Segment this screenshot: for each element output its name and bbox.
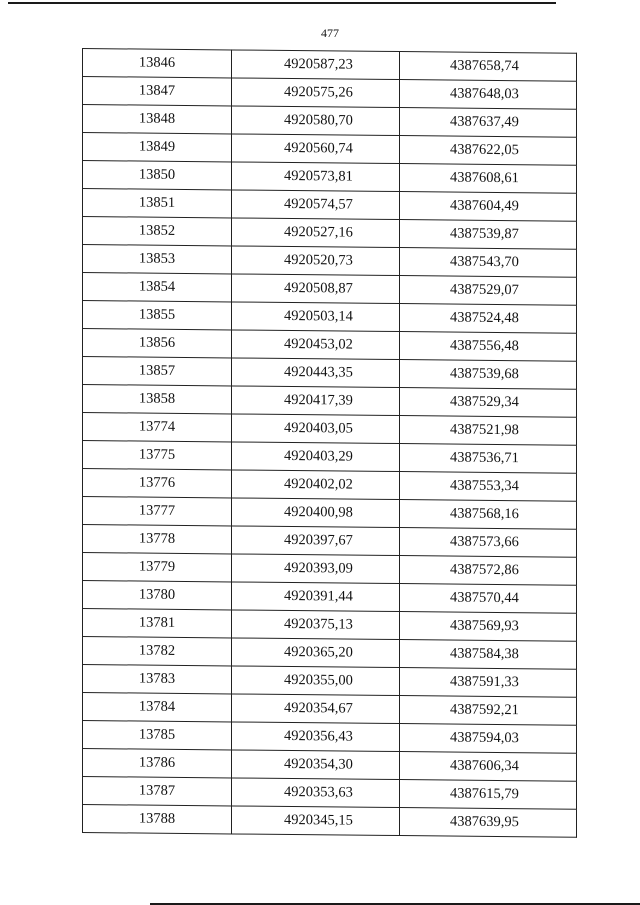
- y-coordinate-cell: 4387556,48: [400, 332, 577, 362]
- x-coordinate-cell: 4920417,39: [232, 386, 400, 416]
- point-number-cell: 13856: [83, 329, 232, 358]
- x-coordinate-cell: 4920560,74: [232, 134, 400, 164]
- top-scan-border: [8, 2, 556, 4]
- point-number-cell: 13774: [83, 413, 232, 442]
- point-number-cell: 13847: [83, 77, 232, 106]
- table-row: [83, 525, 577, 558]
- point-number-cell: 13852: [83, 217, 232, 246]
- y-coordinate-cell: 4387608,61: [400, 164, 577, 194]
- x-coordinate-cell: 4920573,81: [232, 162, 400, 192]
- x-coordinate-cell: 4920375,13: [232, 610, 400, 640]
- table-row: [83, 553, 577, 586]
- y-coordinate-cell: 4387568,16: [400, 500, 577, 530]
- table-row: [83, 469, 577, 502]
- point-number-cell: 13776: [83, 469, 232, 498]
- y-coordinate-cell: 4387570,44: [400, 584, 577, 614]
- y-coordinate-cell: 4387539,87: [400, 220, 577, 250]
- x-coordinate-cell: 4920402,02: [232, 470, 400, 500]
- x-coordinate-cell: 4920354,67: [232, 694, 400, 724]
- point-number-cell: 13851: [83, 189, 232, 218]
- y-coordinate-cell: 4387622,05: [400, 136, 577, 166]
- y-coordinate-cell: 4387592,21: [400, 696, 577, 726]
- y-coordinate-cell: 4387594,03: [400, 724, 577, 754]
- table-row: [83, 749, 577, 782]
- x-coordinate-cell: 4920453,02: [232, 330, 400, 360]
- y-coordinate-cell: 4387524,48: [400, 304, 577, 334]
- table-row: [83, 273, 577, 306]
- table-row: [83, 581, 577, 614]
- x-coordinate-cell: 4920353,63: [232, 778, 400, 808]
- y-coordinate-cell: 4387521,98: [400, 416, 577, 446]
- y-coordinate-cell: 4387529,34: [400, 388, 577, 418]
- y-coordinate-cell: 4387573,66: [400, 528, 577, 558]
- y-coordinate-cell: 4387529,07: [400, 276, 577, 306]
- y-coordinate-cell: 4387615,79: [400, 780, 577, 810]
- table-row: [83, 189, 577, 222]
- table-row: [83, 301, 577, 334]
- point-number-cell: 13846: [83, 49, 232, 78]
- x-coordinate-cell: 4920503,14: [232, 302, 400, 332]
- table-row: [83, 385, 577, 418]
- x-coordinate-cell: 4920393,09: [232, 554, 400, 584]
- x-coordinate-cell: 4920527,16: [232, 218, 400, 248]
- point-number-cell: 13783: [83, 665, 232, 694]
- point-number-cell: 13778: [83, 525, 232, 554]
- y-coordinate-cell: 4387539,68: [400, 360, 577, 390]
- point-number-cell: 13782: [83, 637, 232, 666]
- point-number-cell: 13849: [83, 133, 232, 162]
- table-row: [83, 49, 577, 82]
- x-coordinate-cell: 4920587,23: [232, 50, 400, 80]
- coordinates-table-body: [83, 49, 577, 838]
- x-coordinate-cell: 4920403,05: [232, 414, 400, 444]
- point-number-cell: 13848: [83, 105, 232, 134]
- point-number-cell: 13788: [83, 805, 232, 834]
- y-coordinate-cell: 4387591,33: [400, 668, 577, 698]
- x-coordinate-cell: 4920575,26: [232, 78, 400, 108]
- table-row: [83, 245, 577, 278]
- x-coordinate-cell: 4920365,20: [232, 638, 400, 668]
- x-coordinate-cell: 4920356,43: [232, 722, 400, 752]
- x-coordinate-cell: 4920397,67: [232, 526, 400, 556]
- point-number-cell: 13777: [83, 497, 232, 526]
- table-row: [83, 161, 577, 194]
- table-row: [83, 497, 577, 530]
- table-row: [83, 693, 577, 726]
- y-coordinate-cell: 4387604,49: [400, 192, 577, 222]
- y-coordinate-cell: 4387572,86: [400, 556, 577, 586]
- y-coordinate-cell: 4387606,34: [400, 752, 577, 782]
- x-coordinate-cell: 4920520,73: [232, 246, 400, 276]
- x-coordinate-cell: 4920345,15: [232, 806, 400, 836]
- table-row: [83, 77, 577, 110]
- x-coordinate-cell: 4920403,29: [232, 442, 400, 472]
- point-number-cell: 13850: [83, 161, 232, 190]
- x-coordinate-cell: 4920354,30: [232, 750, 400, 780]
- point-number-cell: 13786: [83, 749, 232, 778]
- point-number-cell: 13853: [83, 245, 232, 274]
- point-number-cell: 13780: [83, 581, 232, 610]
- x-coordinate-cell: 4920574,57: [232, 190, 400, 220]
- x-coordinate-cell: 4920355,00: [232, 666, 400, 696]
- point-number-cell: 13858: [83, 385, 232, 414]
- y-coordinate-cell: 4387584,38: [400, 640, 577, 670]
- point-number-cell: 13779: [83, 553, 232, 582]
- y-coordinate-cell: 4387637,49: [400, 108, 577, 138]
- x-coordinate-cell: 4920443,35: [232, 358, 400, 388]
- y-coordinate-cell: 4387658,74: [400, 52, 577, 82]
- point-number-cell: 13785: [83, 721, 232, 750]
- point-number-cell: 13787: [83, 777, 232, 806]
- y-coordinate-cell: 4387639,95: [400, 808, 577, 838]
- x-coordinate-cell: 4920580,70: [232, 106, 400, 136]
- table-row: [83, 329, 577, 362]
- table-row: [83, 413, 577, 446]
- table-row: [83, 805, 577, 838]
- point-number-cell: 13857: [83, 357, 232, 386]
- x-coordinate-cell: 4920391,44: [232, 582, 400, 612]
- table-row: [83, 777, 577, 810]
- point-number-cell: 13781: [83, 609, 232, 638]
- table-row: [83, 133, 577, 166]
- table-row: [83, 637, 577, 670]
- point-number-cell: 13775: [83, 441, 232, 470]
- y-coordinate-cell: 4387648,03: [400, 80, 577, 110]
- table-row: [83, 721, 577, 754]
- coordinates-table: [82, 48, 577, 838]
- coordinates-table-container: [82, 48, 576, 838]
- table-row: [83, 609, 577, 642]
- table-row: [83, 665, 577, 698]
- point-number-cell: 13784: [83, 693, 232, 722]
- y-coordinate-cell: 4387553,34: [400, 472, 577, 502]
- y-coordinate-cell: 4387569,93: [400, 612, 577, 642]
- table-row: [83, 357, 577, 390]
- point-number-cell: 13855: [83, 301, 232, 330]
- y-coordinate-cell: 4387536,71: [400, 444, 577, 474]
- y-coordinate-cell: 4387543,70: [400, 248, 577, 278]
- page-number: 477: [321, 26, 339, 40]
- table-row: [83, 105, 577, 138]
- x-coordinate-cell: 4920400,98: [232, 498, 400, 528]
- point-number-cell: 13854: [83, 273, 232, 302]
- table-row: [83, 217, 577, 250]
- table-row: [83, 441, 577, 474]
- x-coordinate-cell: 4920508,87: [232, 274, 400, 304]
